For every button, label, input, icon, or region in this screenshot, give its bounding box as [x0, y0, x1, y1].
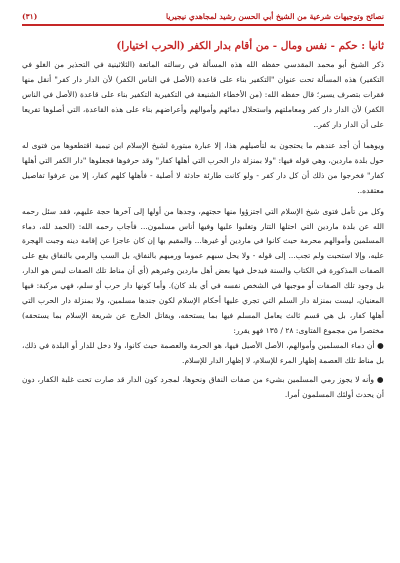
paragraph: وكل من تأمل فتوى شيخ الإسلام التي اجتزؤوا منها حجتهم، وجدها من أولها إلى آخرها حجة عليهم، فقد سئل رحمه الله عن بلدة ماردين التي احتلها التتار وتغلبوا عليها وفيها أناس مسلمون... فأجاب رحمه الله: (الحمد لله، دماء المسلمين وأموالهم محرمة حيث كانوا في ماردين أو غيرها... والمقيم بها إن كان عاجزا عن إقامة دينه وجبت الهجرة عليه، وإلا استحبت ولم تجب... إلى قوله - ولا يحل سبهم عموما ورميهم بالنفاق، بل السب والرمي بالنفاق يقع على الصفات المذكورة في الكتاب والسنة فيدخل فيها بعض أهل ماردين وغيرهم (أي أن مناط تلك الصفات ليس هو الدار، بل وجود تلك الصفات أو موجبها في الشخص نفسه في أي بلد كان). وأما كونها دار حرب أو سلم، فهي مركبة: فيها المعنيان، ليست بمنزلة دار السلم التي تجري عليها أحكام الإسلام لكون جندها مسلمين، ولا بمنزلة دار الحرب التي أهلها كفار، بل هي قسم ثالث يعامل المسلم فيها بما يستحقه، ويقاتل الخارج عن شريعة الإسلام بما يستحقه) مختصرا من مجموع الفتاوى: ٢٨ / ١٣٥ فهو يقرر: [22, 206, 384, 335]
bullet-icon: ● [376, 374, 384, 384]
page-number: (٣١) [22, 11, 38, 21]
paragraph: ذكر الشيخ أبو محمد المقدسي حفظه الله هذه المسألة في رسالته الماتعة (الثلاثينية في التحذير من الغلو في التكفير) هذه المسألة تحت عنوان "التكفير بناء على قاعدة (الأصل في الناس الكفر) لأن الدار دار كفر" أنقل منها فقرات بتصرف يسير؛ قال حفظه الله: (من الأخطاء الشنيعة في التكفيرية التكفير بناء على قاعدة (الأصل في الناس الكفر) لأن الدار دار كفر ومعاملتهم واستحلال دمائهم وأموالهم وأعراضهم بناء على هذه القاعدة، التي أصلوها تفريعا على أن الدار دار كفر.. [22, 60, 384, 130]
document-page [22, 8, 384, 556]
bullet-text: أن دماء المسلمين وأموالهم، الأصل الأصيل فيها، هو الحرمة والعصمة حيث كانوا، ولا دخل للدار أو البلدة في ذلك، بل مناط تلك العصمة إظهار المرء للإسلام، لا إظهار الدار للإسلام. [22, 340, 384, 365]
paragraph: ويوهما أن أجد عندهم ما يحتجون به لتأصيلهم هذا، إلا عبارة مبتورة لشيخ الإسلام ابن تيمية اقتطعوها من فتوى له حول بلدة ماردين، وهي قوله فيها: "ولا بمنزلة دار الحرب التي أهلها كفار" وقد حرفوها فجعلوها "دار الكفر التي أهلها كفار" فخرجوا من ذلك أن كل دار كفر - ولو كانت طارئة حادثة لا أصلية - فأهلها كلهم كفار، إلا من عرفوا تفاصيل معتقده.. [22, 141, 384, 195]
bullet-text: وأنه لا يجوز رمي المسلمين بشيء من صفات النفاق ونحوها، لمجرد كون الدار قد صارت تحت غلبة الكفار، دون أن يحدث أولئك المسلمون أمرا. [22, 374, 384, 399]
running-header-title: نصائح وتوجيهات شرعية من الشيخ أبي الحسن رشيد لمجاهدي نيجيريا [166, 11, 384, 21]
bullet-icon: ● [377, 340, 384, 350]
bullet-item [22, 373, 384, 403]
section-title: ثانيا : حكم - نفس ومال - من أقام بدار الكفر (الحرب اختيارا) [116, 40, 384, 52]
body-text [22, 58, 384, 402]
page-header [22, 8, 384, 26]
bullet-item [22, 339, 384, 369]
